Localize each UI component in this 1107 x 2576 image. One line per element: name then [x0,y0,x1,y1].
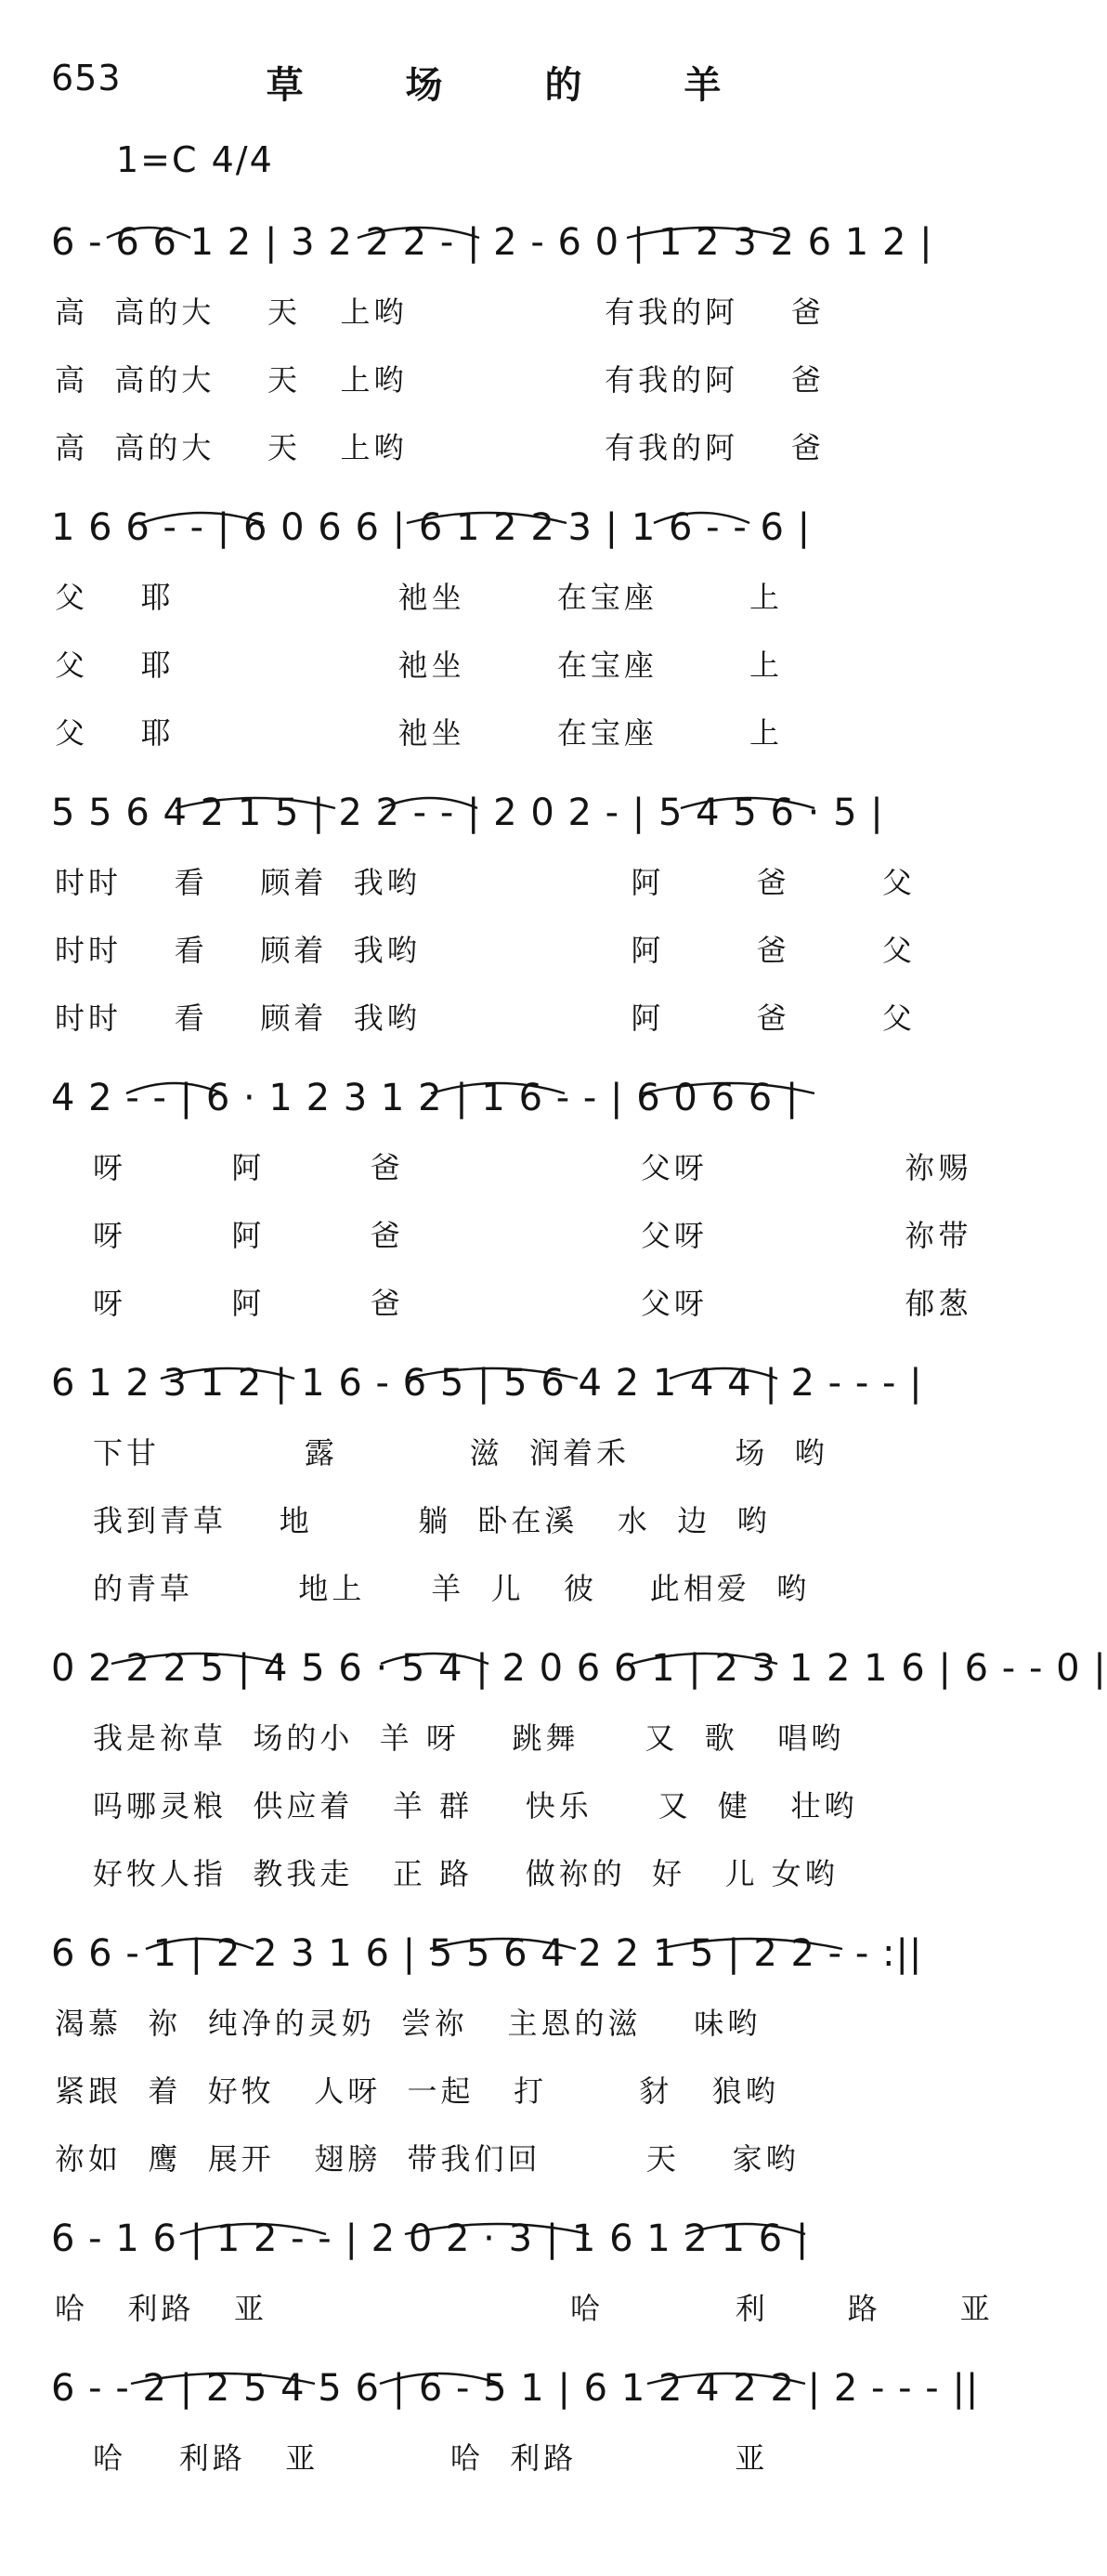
notation-line [51,2352,980,2425]
lyric-line: 渴慕 祢 纯净的灵奶 尝祢 主恩的滋 味哟 [55,2006,762,2041]
music-system [51,1917,943,2193]
lyric-line: 好牧人指 教我走 正 路 做祢的 好 儿 女哟 [93,1856,839,1891]
lyric-line: 的青草 地上 羊 儿 彼 此相爱 哟 [93,1571,811,1606]
lyric-line: 吗哪灵粮 供应着 羊 群 快乐 又 健 壮哟 [93,1788,858,1824]
music-system [51,491,943,767]
lyric-line: 下甘 露 滋 润着禾 场 哟 [93,1435,828,1471]
page-number: 653 [51,58,122,98]
notation-line [51,1917,943,1990]
lyric-line: 父 耶 祂坐 在宝座 上 [55,715,784,751]
lyric-line: 呀 阿 爸 父呀 祢带 [93,1218,972,1253]
key-signature: 1=C 4/4 [116,139,274,180]
notation-text: 1 6 6 - - | 6 0 6 6 | 6 1 2 2 3 | 1 6 - - 6 | [51,506,812,549]
music-system [51,1632,1107,1908]
notation-line [51,1062,943,1134]
music-system [51,1347,943,1623]
notation-text: 6 1 2 3 1 2 | 1 6 - 6 5 | 5 6 4 2 1 4 4 | 2 - - - | [51,1362,923,1405]
lyric-line: 父 耶 祂坐 在宝座 上 [55,647,784,683]
notation-text: 6 - 1 6 | 1 2 - - | 2 0 2 · 3 | 1 6 1 2 1 6 | [51,2217,810,2260]
notation-text: 0 2 2 2 5 | 4 5 6 · 5 4 | 2 0 6 6 1 | 2 3 1 2 1 6 | 6 - - 0 | [51,1647,1107,1690]
score-body [51,206,1107,2502]
lyric-line: 呀 阿 爸 父呀 郁葱 [93,1286,972,1321]
lyric-line: 呀 阿 爸 父呀 祢赐 [93,1150,972,1185]
notation-line [51,2203,943,2275]
music-system [51,2203,994,2343]
notation-text: 6 6 - 1 | 2 2 3 1 6 | 5 5 6 4 2 2 1 5 | 2 2 - - :|| [51,1932,923,1975]
lyric-line: 高 高的大 天 上哟 有我的阿 爸 [55,362,825,398]
notation-text: 4 2 - - | 6 · 1 2 3 1 2 | 1 6 - - | 6 0 6 6 | [51,1077,800,1119]
notation-line [51,206,943,279]
lyric-line: 高 高的大 天 上哟 有我的阿 爸 [55,430,825,465]
lyric-line: 时时 看 顾着 我哟 阿 爸 父 [55,933,916,968]
music-system [51,2352,980,2492]
notation-line [51,1632,1107,1705]
lyric-line: 紧跟 着 好牧 人呀 一起 打 豺 狼哟 [55,2073,779,2109]
page-header [51,58,944,113]
lyric-line: 时时 看 顾着 我哟 阿 爸 父 [55,1000,916,1036]
music-system [51,1062,972,1338]
notation-text: 6 - - 2 | 2 5 4 5 6 | 6 - 5 1 | 6 1 2 4 2 2 | 2 - - - || [51,2367,980,2410]
music-system [51,777,943,1053]
notation-line [51,1347,943,1419]
music-system [51,206,943,482]
lyric-line: 我是祢草 场的小 羊 呀 跳舞 又 歌 唱哟 [93,1720,845,1756]
lyric-line: 时时 看 顾着 我哟 阿 爸 父 [55,865,916,900]
notation-line [51,491,943,564]
lyric-line: 哈 利路 亚 哈 利 路 亚 [55,2291,994,2326]
lyric-line: 哈 利路 亚 哈 利路 亚 [93,2440,769,2476]
lyric-line: 高 高的大 天 上哟 有我的阿 爸 [55,294,825,330]
notation-line [51,777,943,849]
lyric-line: 祢如 鹰 展开 翅膀 带我们回 天 家哟 [55,2141,800,2177]
song-title: 草 场 的 羊 [266,64,766,107]
notation-text: 5 5 6 4 2 1 5 | 2 2 - - | 2 0 2 - | 5 4 5 6 · 5 | [51,791,884,834]
notation-text: 6 - 6 6 1 2 | 3 2 2 2 - | 2 - 6 0 | 1 2 3 2 6 1 2 | [51,221,933,264]
lyric-line: 父 耶 祂坐 在宝座 上 [55,580,784,615]
lyric-line: 我到青草 地 躺 卧在溪 水 边 哟 [93,1503,771,1538]
